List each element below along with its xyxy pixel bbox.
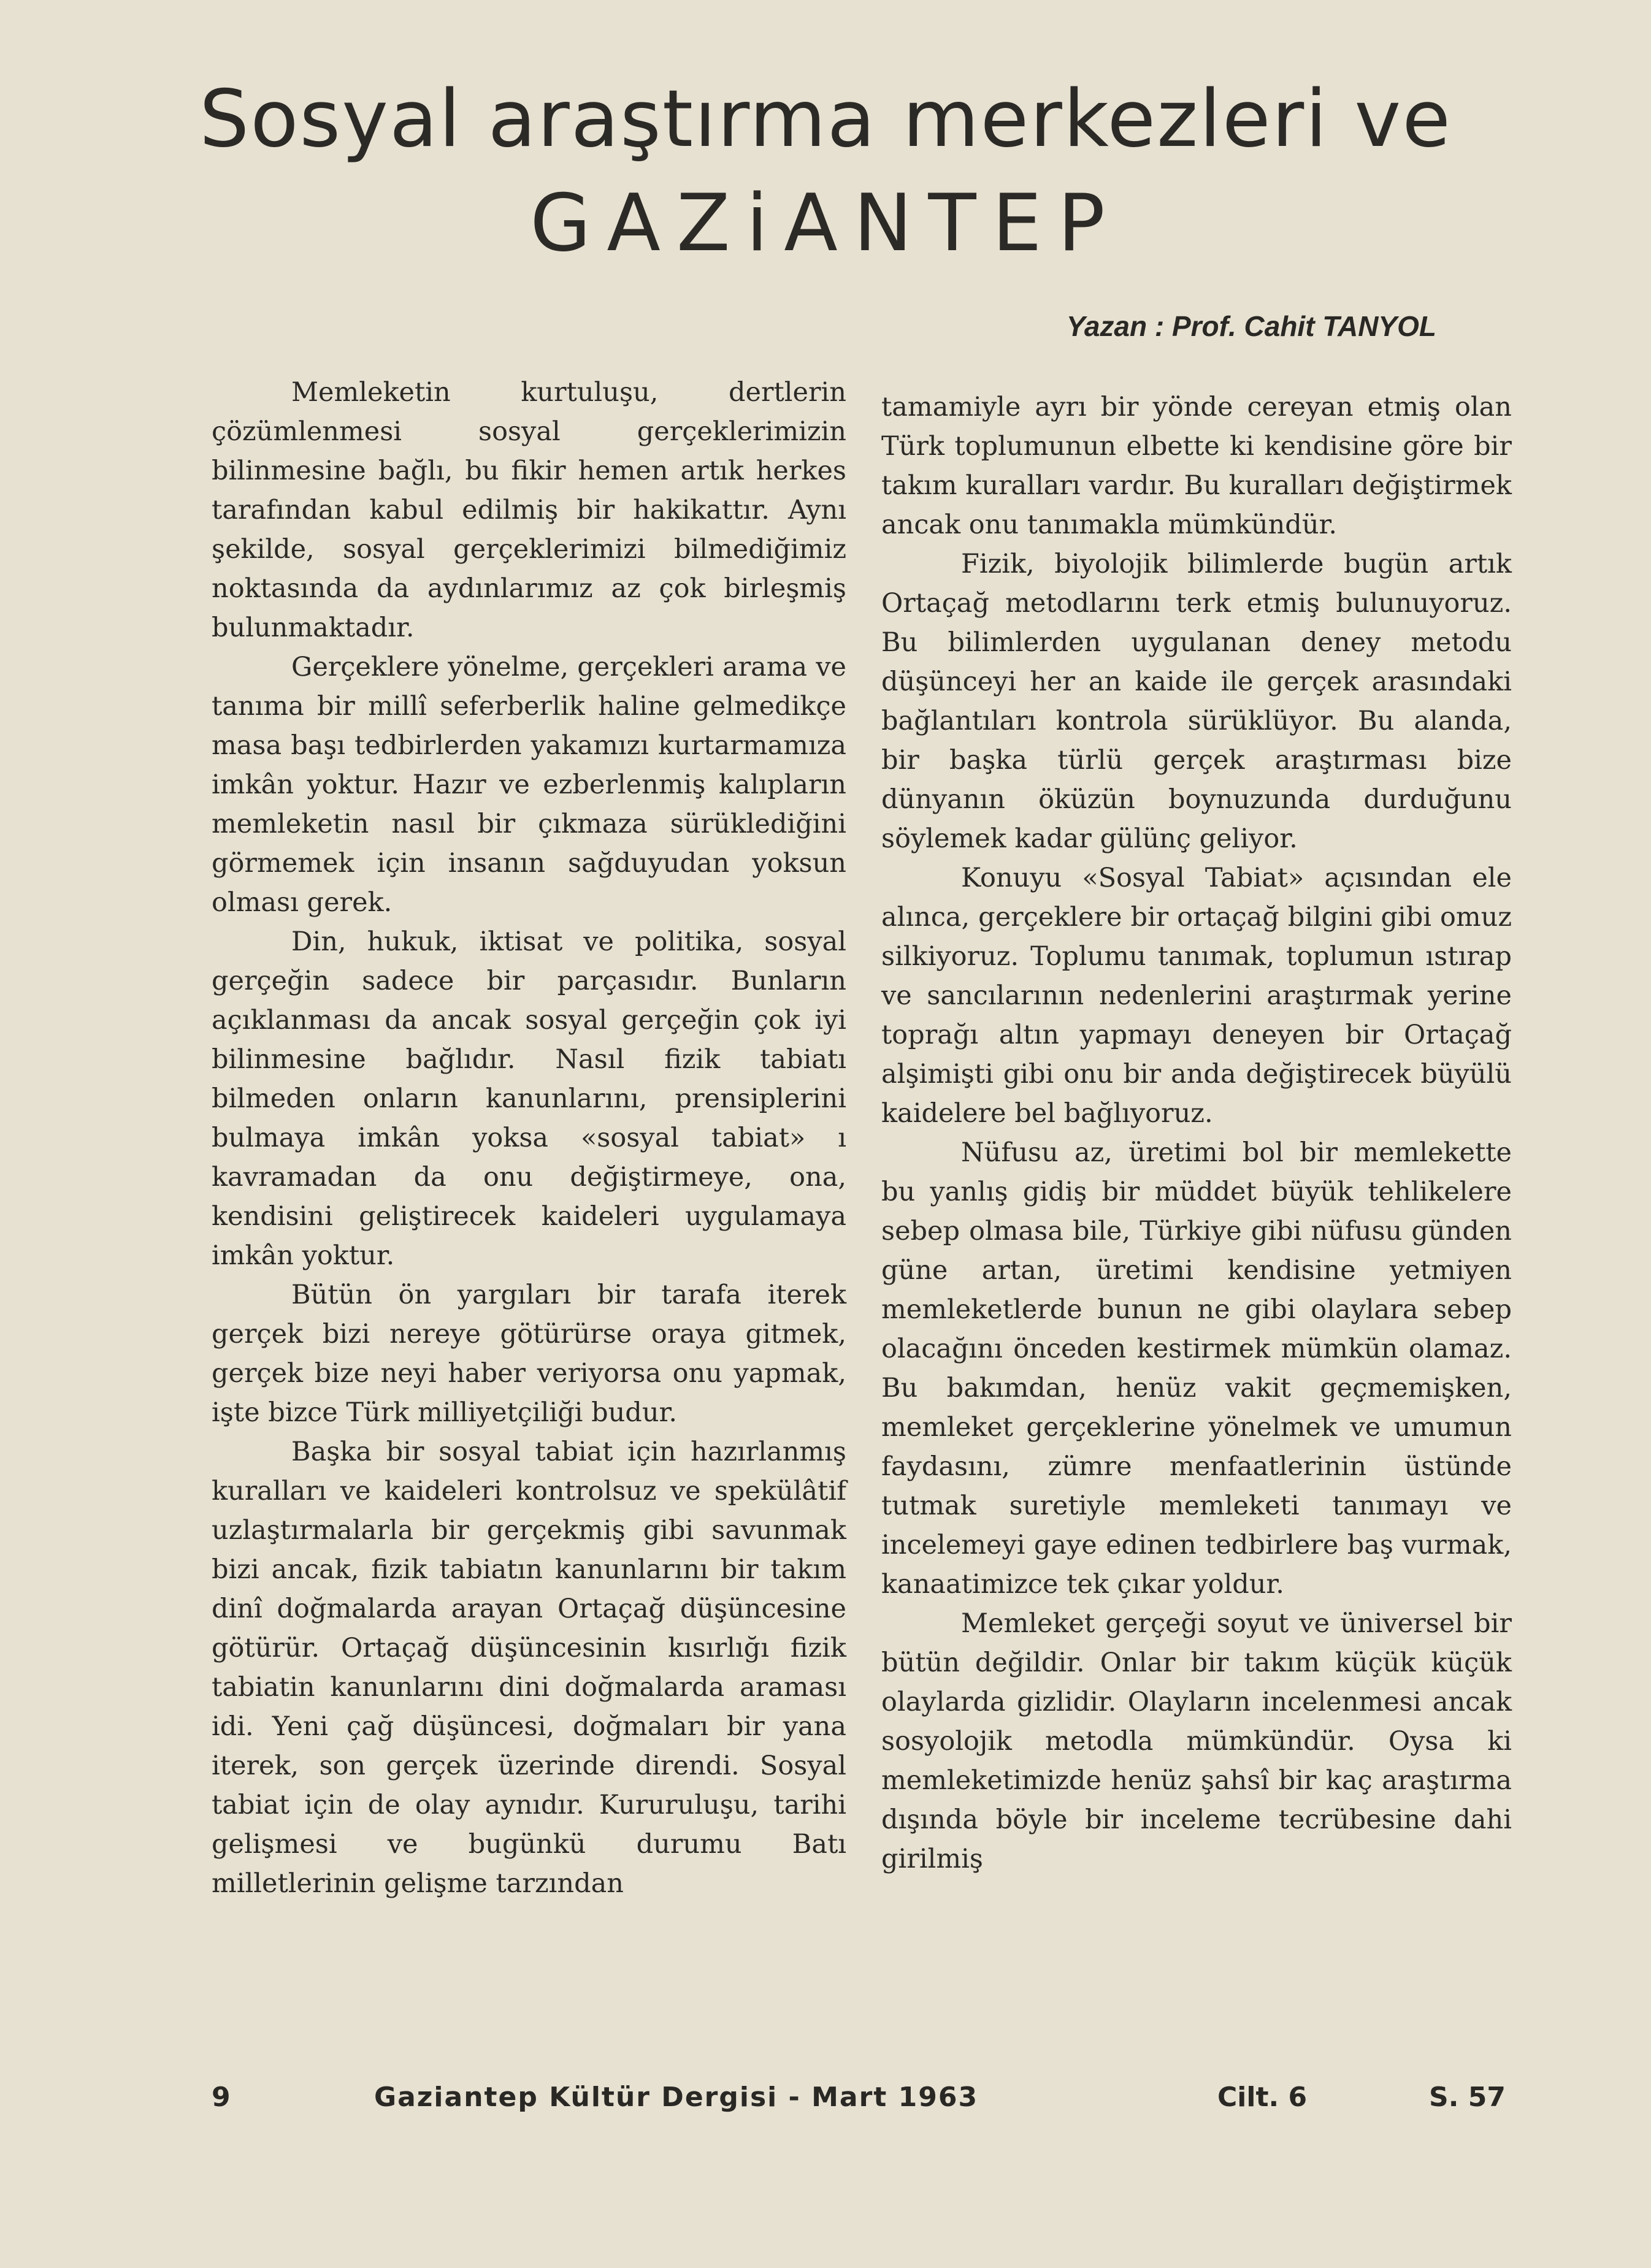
article-title: Sosyal araştırma merkezleri ve [199, 74, 1452, 165]
paragraph: Fizik, biyolojik bilimlerde bugün artık Ortaçağ metodlarını terk etmiş bulunuyoruz. Bu bilimlerden uygulanan deney metodu düşünceyi her an kaide ile gerçek arasındaki bağlantıları kontrola sürüklüyor. Bu alanda, bir başka türlü gerçek araştırması bize dünyanın öküzün boynuzunda durduğunu söylemek kadar gülünç geliyor. [881, 549, 1512, 854]
paragraph: Başka bir sosyal tabiat için hazırlanmış kuralları ve kaideleri kontrolsuz ve spekülâtif uzlaştırmalarla bir gerçekmiş gibi savunmak bizi ancak, fizik tabiatın kanunlarını bir takım dinî doğmalarda arayan Ortaçağ düşüncesine götürür. Ortaçağ düşüncesinin kısırlığı fizik tabiatin kanunlarını dini doğmalarda araması idi. Yeni çağ düşüncesi, doğmaları bir yana iterek, son gerçek üzerinde direndi. Sosyal tabiat için de olay aynıdır. Kururuluşu, tarihi gelişmesi ve bugünkü durumu Batı milletlerinin gelişme tarzından [212, 1437, 846, 1899]
paragraph: tamamiyle ayrı bir yönde cereyan etmiş olan Türk toplumunun elbette ki kendisine göre bir takım kuralları vardır. Bu kuralları değiştirmek ancak onu tanımakla mümkündür. [881, 392, 1512, 540]
article-title-city: GAZiANTEP [530, 178, 1121, 269]
page-number: 9 [212, 2082, 231, 2113]
issue-number: S. 57 [1429, 2082, 1506, 2113]
paragraph: Konuyu «Sosyal Tabiat» açısından ele alınca, gerçeklere bir ortaçağ bilgini gibi omuz silkiyoruz. Toplumu tanımak, toplumun ıstırap ve sancılarının nedenlerini araştırmak yerine toprağı altın yapmayı deneyen bir Ortaçağ alşimişti gibi onu bir anda değiştirecek büyülü kaidelere bel bağlıyoruz. [881, 863, 1512, 1129]
author-byline: Yazan : Prof. Cahit TANYOL [1066, 310, 1436, 342]
paragraph: Memleket gerçeği soyut ve üniversel bir bütün değildir. Onlar bir takım küçük küçük olaylarda gizlidir. Olayların incelenmesi ancak sosyolojik metodla mümkündür. Oysa ki memleketimizde henüz şahsî bir kaç araştırma dışında böyle bir inceleme tecrübesine dahi girilmiş [881, 1608, 1512, 1874]
magazine-name: Gaziantep Kültür Dergisi - Mart 1963 [374, 2082, 979, 2113]
volume-number: Cilt. 6 [1217, 2082, 1308, 2113]
paragraph: Nüfusu az, üretimi bol bir memlekette bu yanlış gidiş bir müddet büyük tehlikelere sebep olmasa bile, Türkiye gibi nüfusu günden güne artan, üretimi kendisine yetmiyen memleketlerde bunun ne gibi olaylara sebep olacağını önceden kestirmek mümkün olamaz. Bu bakımdan, henüz vakit geçmemişken, memleket gerçeklerine yönelmek ve umumun faydasını, zümre menfaatlerinin üstünde tutmak suretiyle memleketi tanımayı ve incelemeyi gaye edinen tedbirlere baş vurmak, kanaatimizce tek çıkar yoldur. [881, 1137, 1512, 1600]
paragraph: Memleketin kurtuluşu, dertlerin çözümlenmesi sosyal gerçeklerimizin bilinmesine bağlı, bu fikir hemen artık herkes tarafından kabul edilmiş bir hakikattır. Aynı şekilde, sosyal gerçeklerimizi bilmediğimiz noktasında da aydınlarımız az çok birleşmiş bulunmaktadır. [212, 377, 846, 643]
right-column [881, 388, 1512, 1879]
paragraph: Din, hukuk, iktisat ve politika, sosyal gerçeğin sadece bir parçasıdır. Bunların açıklanması da ancak sosyal gerçeğin çok iyi bilinmesine bağlıdır. Nasıl fizik tabiatı bilmeden onların kanunlarını, prensiplerini bulmaya imkân yoksa «sosyal tabiat» ı kavramadan da onu değiştirmeye, ona, kendisini geliştirecek kaideleri uygulamaya imkân yoktur. [212, 926, 846, 1271]
paragraph: Bütün ön yargıları bir tarafa iterek gerçek bizi nereye götürürse oraya gitmek, gerçek bize neyi haber veriyorsa onu yapmak, işte bizce Türk milliyetçiliği budur. [212, 1280, 846, 1428]
paragraph: Gerçeklere yönelme, gerçekleri arama ve tanıma bir millî seferberlik haline gelmedikçe masa başı tedbirlerden yakamızı kurtarmamıza imkân yoktur. Hazır ve ezberlenmiş kalıpların memleketin nasıl bir çıkmaza sürüklediğini görmemek için insanın sağduyudan yoksun olması gerek. [212, 652, 846, 918]
left-column [212, 373, 846, 1903]
page-footer [209, 2082, 1509, 2125]
